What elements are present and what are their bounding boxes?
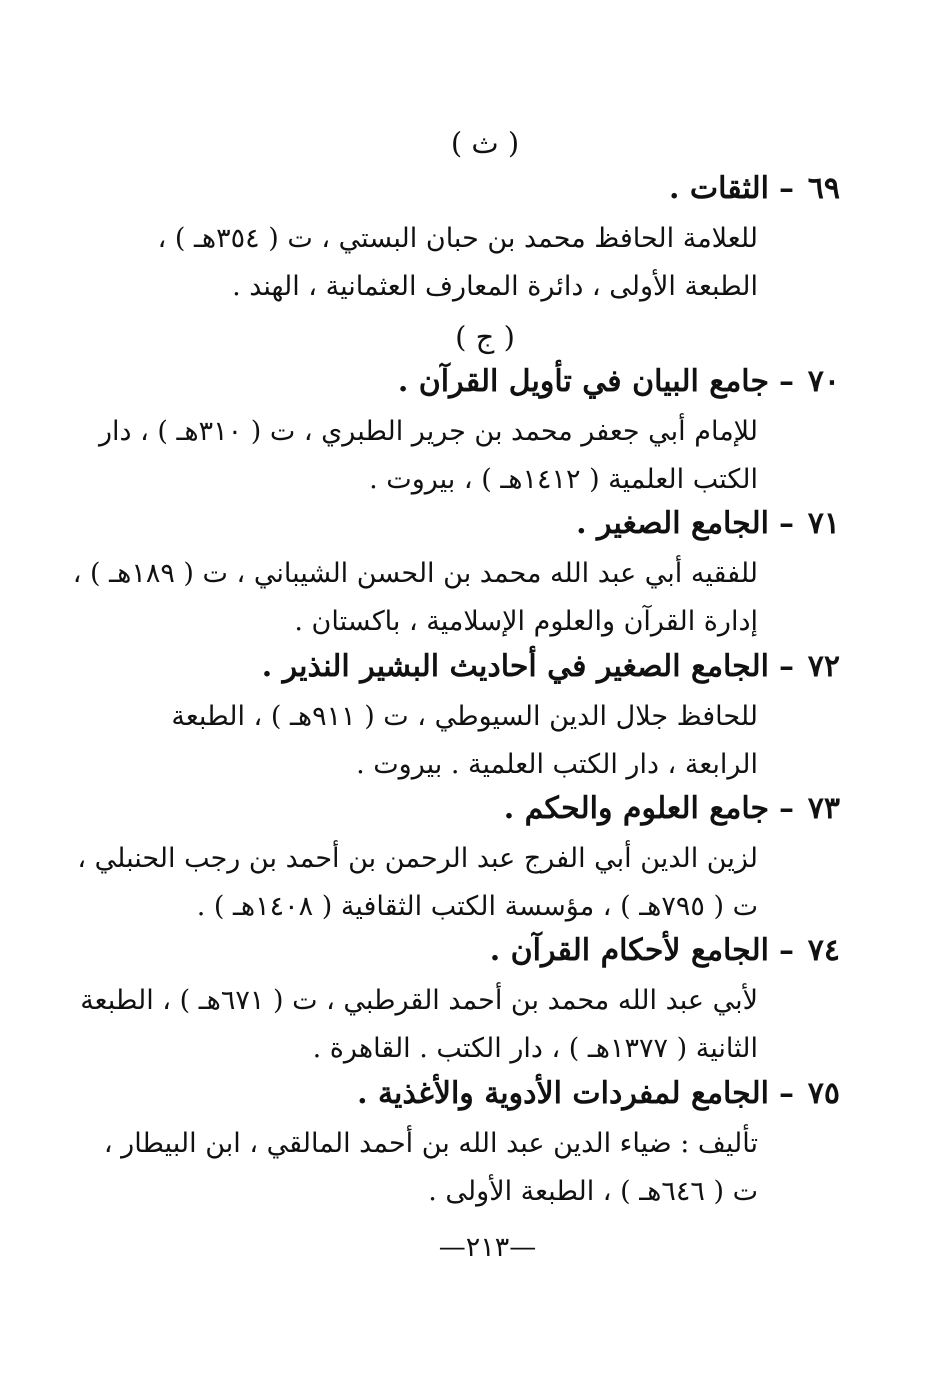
entry-line: الكتب العلمية ( ١٤١٢هـ ) ، بيروت .: [369, 464, 758, 495]
entry-title: الجامع الصغير في أحاديث البشير النذير .: [261, 649, 769, 684]
entry-number: ٧٣: [807, 791, 840, 826]
entry-line: للحافظ جلال الدين السيوطي ، ت ( ٩١١هـ ) ، الطبعة: [171, 701, 758, 732]
entry-heading: [130, 356, 840, 408]
entry-title: الثقات .: [669, 171, 769, 206]
entry-heading: [130, 783, 840, 835]
bibliography-entry-72: [130, 641, 840, 789]
entry-line: للفقيه أبي عبد الله محمد بن الحسن الشيباني ، ت ( ١٨٩هـ ) ،: [72, 558, 758, 589]
entry-title: جامع البيان في تأويل القرآن .: [397, 364, 769, 399]
entry-description: [77, 835, 758, 931]
entry-description: [130, 693, 758, 789]
bibliography-entry-73: [77, 783, 840, 931]
bibliography-entry-70: [98, 356, 840, 504]
bibliography-entry-74: [80, 925, 840, 1073]
entry-number: ٧١: [807, 506, 840, 541]
entry-heading: [130, 925, 840, 977]
entry-line: ت ( ٦٤٦هـ ) ، الطبعة الأولى .: [428, 1176, 758, 1207]
entry-heading: [130, 163, 840, 215]
entry-number: ٧٥: [807, 1076, 840, 1111]
entry-dash: –: [779, 791, 794, 826]
entry-description: [130, 215, 758, 311]
entry-title: الجامع لمفردات الأدوية والأغذية .: [357, 1076, 769, 1111]
bibliography-entry-69: [130, 163, 840, 311]
entry-description: [103, 1120, 758, 1216]
page-number: —٢١٣—: [438, 1232, 537, 1263]
section-heading-jim: ( ج ): [455, 320, 515, 354]
bibliography-entry-75: [103, 1068, 840, 1216]
bibliography-entry-71: [72, 498, 840, 646]
entry-line: للإمام أبي جعفر محمد بن جرير الطبري ، ت ( ٣١٠هـ ) ، دار: [98, 416, 758, 447]
entry-dash: –: [779, 933, 794, 968]
entry-line: للعلامة الحافظ محمد بن حبان البستي ، ت ( ٣٥٤هـ ) ،: [157, 223, 758, 254]
entry-line: الثانية ( ١٣٧٧هـ ) ، دار الكتب . القاهرة .: [312, 1033, 758, 1064]
entry-dash: –: [779, 364, 794, 399]
entry-line: لأبي عبد الله محمد بن أحمد القرطبي ، ت ( ٦٧١هـ ) ، الطبعة: [80, 985, 758, 1016]
entry-dash: –: [779, 649, 794, 684]
section-heading-tha: ( ث ): [450, 126, 520, 160]
entry-description: [72, 550, 758, 646]
entry-number: ٧٢: [807, 649, 840, 684]
entry-heading: [130, 498, 840, 550]
entry-line: ت ( ٧٩٥هـ ) ، مؤسسة الكتب الثقافية ( ١٤٠٨هـ ) .: [196, 891, 758, 922]
entry-number: ٧٤: [807, 933, 840, 968]
entry-heading: [130, 641, 840, 693]
entry-line: لزين الدين أبي الفرج عبد الرحمن بن أحمد بن رجب الحنبلي ،: [77, 843, 758, 874]
entry-dash: –: [779, 1076, 794, 1111]
entry-number: ٧٠: [807, 364, 840, 399]
entry-line: تأليف : ضياء الدين عبد الله بن أحمد المالقي ، ابن البيطار ،: [103, 1128, 758, 1159]
entry-title: الجامع الصغير .: [576, 506, 769, 541]
entry-description: [80, 977, 758, 1073]
entry-title: الجامع لأحكام القرآن .: [489, 933, 769, 968]
entry-dash: –: [779, 506, 794, 541]
entry-dash: –: [779, 171, 794, 206]
entry-number: ٦٩: [807, 171, 840, 206]
entry-description: [98, 408, 758, 504]
entry-heading: [130, 1068, 840, 1120]
entry-line: الطبعة الأولى ، دائرة المعارف العثمانية ، الهند .: [232, 271, 758, 302]
entry-line: إدارة القرآن والعلوم الإسلامية ، باكستان .: [294, 606, 758, 637]
entry-title: جامع العلوم والحكم .: [503, 791, 769, 826]
entry-line: الرابعة ، دار الكتب العلمية . بيروت .: [356, 749, 758, 780]
